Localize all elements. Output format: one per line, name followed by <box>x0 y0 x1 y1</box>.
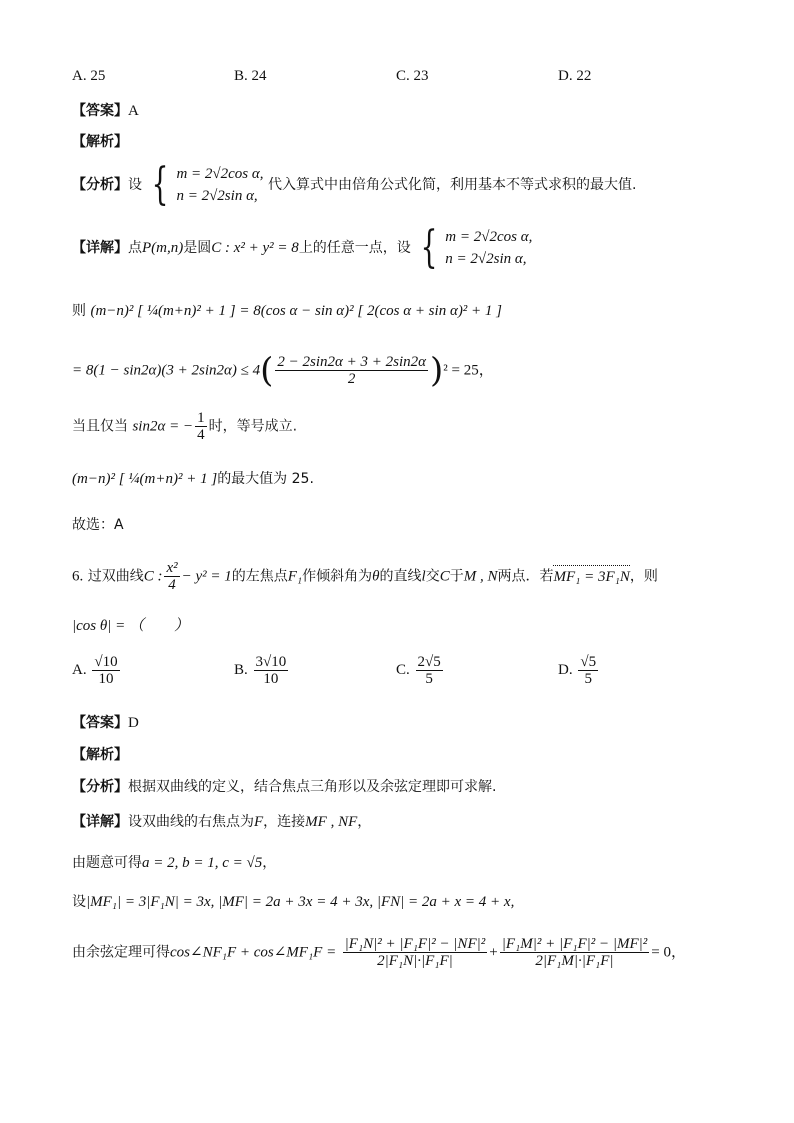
q6-fenxi <box>72 776 496 796</box>
q6-cosine <box>72 936 686 969</box>
frac-num: |F₁N|² + |F₁F|² − |NF|² <box>344 936 486 952</box>
q5-max <box>72 468 314 488</box>
q5-option-a: A. 25 <box>72 68 106 84</box>
step2-expr-b: ² = 25， <box>443 362 494 379</box>
fenxi-tag: 【分析】 <box>72 779 128 795</box>
frac-den: 2|F₁M|·|F₁F| <box>535 953 614 969</box>
q6-detail <box>72 811 371 831</box>
equal-frac <box>195 410 207 443</box>
frac-num: 1 <box>197 410 205 426</box>
fenxi-pre: 设 <box>128 177 142 193</box>
q5-option-c: C. 23 <box>396 68 429 84</box>
answer-value: A <box>128 103 139 119</box>
equal-pre: 当且仅当 <box>72 418 128 435</box>
detail-text3: ， <box>357 814 372 830</box>
question-number: 6. <box>72 568 84 585</box>
cos-frac-1 <box>343 936 488 969</box>
q6-set <box>72 891 514 911</box>
segments-mf-nf: MF , NF <box>305 814 358 830</box>
sys-row-n: n = 2√2sin α, <box>176 188 258 204</box>
answer-tag: 【答案】 <box>72 103 128 119</box>
q5-fenxi <box>72 159 637 210</box>
circle-eq: C : x² + y² = 8 <box>211 240 299 256</box>
answer-value: D <box>128 715 139 731</box>
q5-detail <box>72 222 533 273</box>
max-expr: (m−n)² [ ¼(m+n)² + 1 ] <box>72 471 218 487</box>
choose-text: 故选：A <box>72 517 124 533</box>
detail-tag: 【详解】 <box>72 240 128 256</box>
q6-option-c: C. $\frac{2√5}{5}$ <box>396 654 441 687</box>
sys-row-m: m = 2√2cos α, <box>445 229 533 245</box>
q5-analysis-tag <box>72 131 128 151</box>
answer-tag: 【答案】 <box>72 715 128 731</box>
detail-text2: ，连接 <box>263 814 306 830</box>
frac-den: 2 <box>347 371 356 387</box>
points-mn: M , N <box>463 568 498 585</box>
given-post: ， <box>262 855 277 871</box>
stem-text: 交 <box>425 568 440 585</box>
stem-line2: |cos θ| = （ ） <box>72 618 189 634</box>
stem-text: 于 <box>449 568 464 585</box>
given-pre: 由题意可得 <box>72 855 142 871</box>
q5-options-row <box>72 68 722 88</box>
step1-expr: (m−n)² [ ¼(m+n)² + 1 ] = 8(cos α − sin α)² [ 2(cos α + sin α)² + 1 ] <box>90 303 503 319</box>
frac-num: x² <box>166 560 178 576</box>
curve-c: C <box>439 568 450 585</box>
q6-given <box>72 852 276 872</box>
focus-f: F <box>254 814 264 830</box>
q5-equality <box>72 410 297 443</box>
detail-system <box>415 222 533 273</box>
fenxi-post: 代入算式中由倍角公式化简，利用基本不等式求积的最大值. <box>267 177 637 193</box>
left-brace-icon: { <box>152 159 169 210</box>
curve-name: C : <box>143 568 163 585</box>
detail-tag: 【详解】 <box>72 814 128 830</box>
q5-option-b: B. 24 <box>234 68 267 84</box>
sys-row-m: m = 2√2cos α, <box>176 166 264 182</box>
fenxi-tag: 【分析】 <box>72 177 128 193</box>
step2-frac <box>275 354 428 387</box>
q5-answer <box>72 100 139 120</box>
q6-option-a: A. $\frac{√10}{10}$ <box>72 654 118 687</box>
frac-den: 4 <box>197 427 205 443</box>
given-expr: a = 2, b = 1, c = √5 <box>142 855 263 871</box>
frac-num: |F₁M|² + |F₁F|² − |MF|² <box>501 936 648 952</box>
curve-frac <box>164 560 179 593</box>
step2-expr-a: = 8(1 − sin2α)(3 + 2sin2α) ≤ 4 <box>72 362 261 379</box>
sys-row-n: n = 2√2sin α, <box>445 251 527 267</box>
analysis-tag: 【解析】 <box>72 747 128 763</box>
max-post: 的最大值为 25. <box>217 471 314 487</box>
q5-step2 <box>72 350 494 391</box>
point-p: P(m,n) <box>142 240 184 256</box>
detail-post: 上的任意一点，设 <box>298 240 411 256</box>
detail-text: 设双曲线的右焦点为 <box>128 814 254 830</box>
cos-pre: 由余弦定理可得 <box>72 944 170 961</box>
step1-pre: 则 <box>72 303 86 319</box>
q6-option-b: B. $\frac{3√10}{10}$ <box>234 654 287 687</box>
fenxi-text: 根据双曲线的定义，结合焦点三角形以及余弦定理即可求解. <box>128 779 497 795</box>
frac-den: 4 <box>168 577 176 593</box>
left-brace-icon: { <box>420 222 438 273</box>
q6-answer <box>72 712 139 732</box>
stem-text: 两点．若 <box>497 568 554 585</box>
focus-f1: F₁ <box>287 568 303 585</box>
stem-text: 的直线 <box>379 568 422 585</box>
cos-frac-2 <box>500 936 650 969</box>
q5-choose <box>72 514 124 534</box>
frac-num: 2 − 2sin2α + 3 + 2sin2α <box>277 354 426 370</box>
detail-mid: 是圆 <box>183 240 212 256</box>
q6-stem-line2 <box>72 614 189 635</box>
q6-stem <box>72 560 658 593</box>
equal-post: 时，等号成立. <box>208 418 298 435</box>
cos-rhs: = 0， <box>651 944 686 961</box>
plus-sign: + <box>489 944 498 961</box>
vector-eq: MF₁ = 3F₁N <box>553 568 630 585</box>
theta: θ <box>372 568 380 585</box>
q5-step1 <box>72 300 502 320</box>
curve-eq: − y² = 1 <box>181 568 232 585</box>
detail-pre: 点 <box>128 240 142 256</box>
q6-analysis-tag <box>72 744 128 764</box>
stem-text: 过双曲线 <box>87 568 144 585</box>
paren-close: ) <box>429 350 444 391</box>
frac-den: 2|F₁N|·|F₁F| <box>377 953 453 969</box>
set-expr: |MF₁| = 3|F₁N| = 3x, |MF| = 2a + 3x = 4 + 3x, |FN| = 2a + x = 4 + x, <box>86 894 515 910</box>
set-pre: 设 <box>72 894 86 910</box>
equal-expr: sin2α = − <box>132 418 194 435</box>
analysis-tag: 【解析】 <box>72 134 128 150</box>
fenxi-system <box>146 159 264 210</box>
paren-open: ( <box>260 350 274 391</box>
line-l: l <box>421 568 426 585</box>
q5-option-d: D. 22 <box>558 68 592 84</box>
stem-text: ，则 <box>629 568 658 585</box>
cos-lhs: cos∠NF₁F + cos∠MF₁F = <box>170 944 337 961</box>
q6-options-row <box>72 654 722 698</box>
q6-option-d: D. $\frac{√5}{5}$ <box>558 654 597 687</box>
stem-text: 的左焦点 <box>231 568 288 585</box>
stem-text: 作倾斜角为 <box>302 568 373 585</box>
